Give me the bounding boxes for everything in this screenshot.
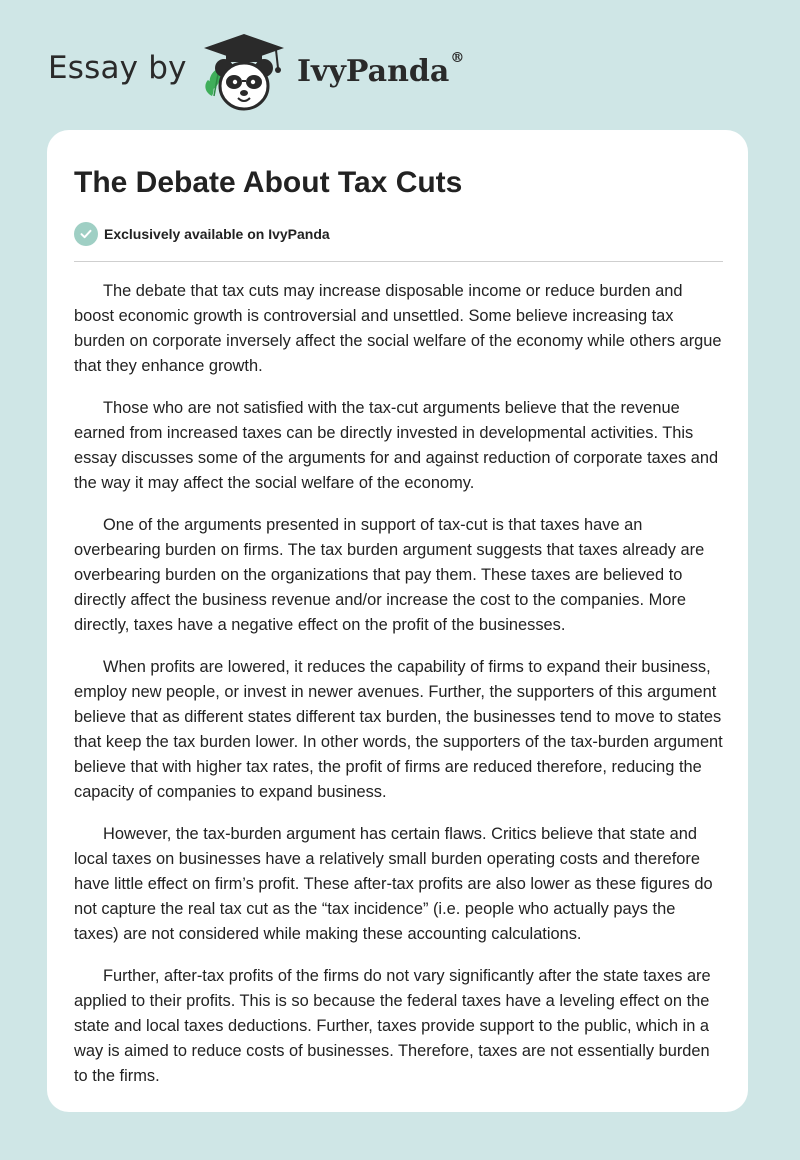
title-divider — [74, 261, 723, 262]
paragraph: One of the arguments presented in support of tax-cut is that taxes have an overbearing burden on firms. The tax burden argument suggests that taxes already are overbearing burden on the organizations that pay them. These taxes are believed to directly affect the business revenue and/or increase the cost to the companies. More directly, taxes have a negative effect on the profit of the businesses. — [74, 516, 705, 634]
check-circle-icon — [74, 222, 98, 246]
paragraph: When profits are lowered, it reduces the capability of firms to expand their business, employ new people, or invest in newer avenues. Further, the supporters of this argument believe that as different states different tax burden, the businesses tend to move to states that keep the tax burden lower. In other words, the supporters of the tax-burden argument believe that with higher tax rates, the profit of firms are reduced therefore, reducing the capacity of companies to expand business. — [74, 658, 723, 801]
essay-card — [47, 130, 748, 1112]
essay-body — [74, 279, 724, 1106]
registered-mark: ® — [450, 50, 465, 66]
brand-name[interactable]: IvyPanda® — [297, 50, 465, 89]
exclusive-badge — [74, 222, 330, 246]
essay-by-label: Essay by — [48, 50, 187, 86]
paragraph: Those who are not satisfied with the tax-cut arguments believe that the revenue earned from increased taxes can be directly invested in developmental activities. This essay discusses some of the arguments for and against reduction of corporate taxes and the way it may affect the social welfare of the economy. — [74, 399, 719, 492]
paragraph: The debate that tax cuts may increase disposable income or reduce burden and boost economic growth is controversial and unsettled. Some believe increasing tax burden on corporate inversely affect the social welfare of the economy while others argue that they enhance growth. — [74, 282, 722, 375]
site-header — [0, 0, 800, 120]
exclusive-badge-label: Exclusively available on IvyPanda — [104, 226, 330, 242]
page-title: The Debate About Tax Cuts — [74, 166, 463, 199]
paragraph: However, the tax-burden argument has certain flaws. Critics believe that state and local taxes on businesses have a relatively small burden operating costs and therefore have little effect on firm’s profit. These after-tax profits are also lower as these figures do not capture the real tax cut as the “tax incidence” (i.e. people who actually pays the taxes) are not considered while making these accounting calculations. — [74, 825, 713, 943]
panda-graduate-logo-icon[interactable] — [198, 30, 290, 112]
paragraph: Further, after-tax profits of the firms do not vary significantly after the state taxes are applied to their profits. This is so because the federal taxes have a leveling effect on the state and local taxes deductions. Further, taxes provide support to the public, which in a way is aimed to reduce costs of businesses. Therefore, taxes are not essentially burden to the firms. — [74, 967, 711, 1085]
